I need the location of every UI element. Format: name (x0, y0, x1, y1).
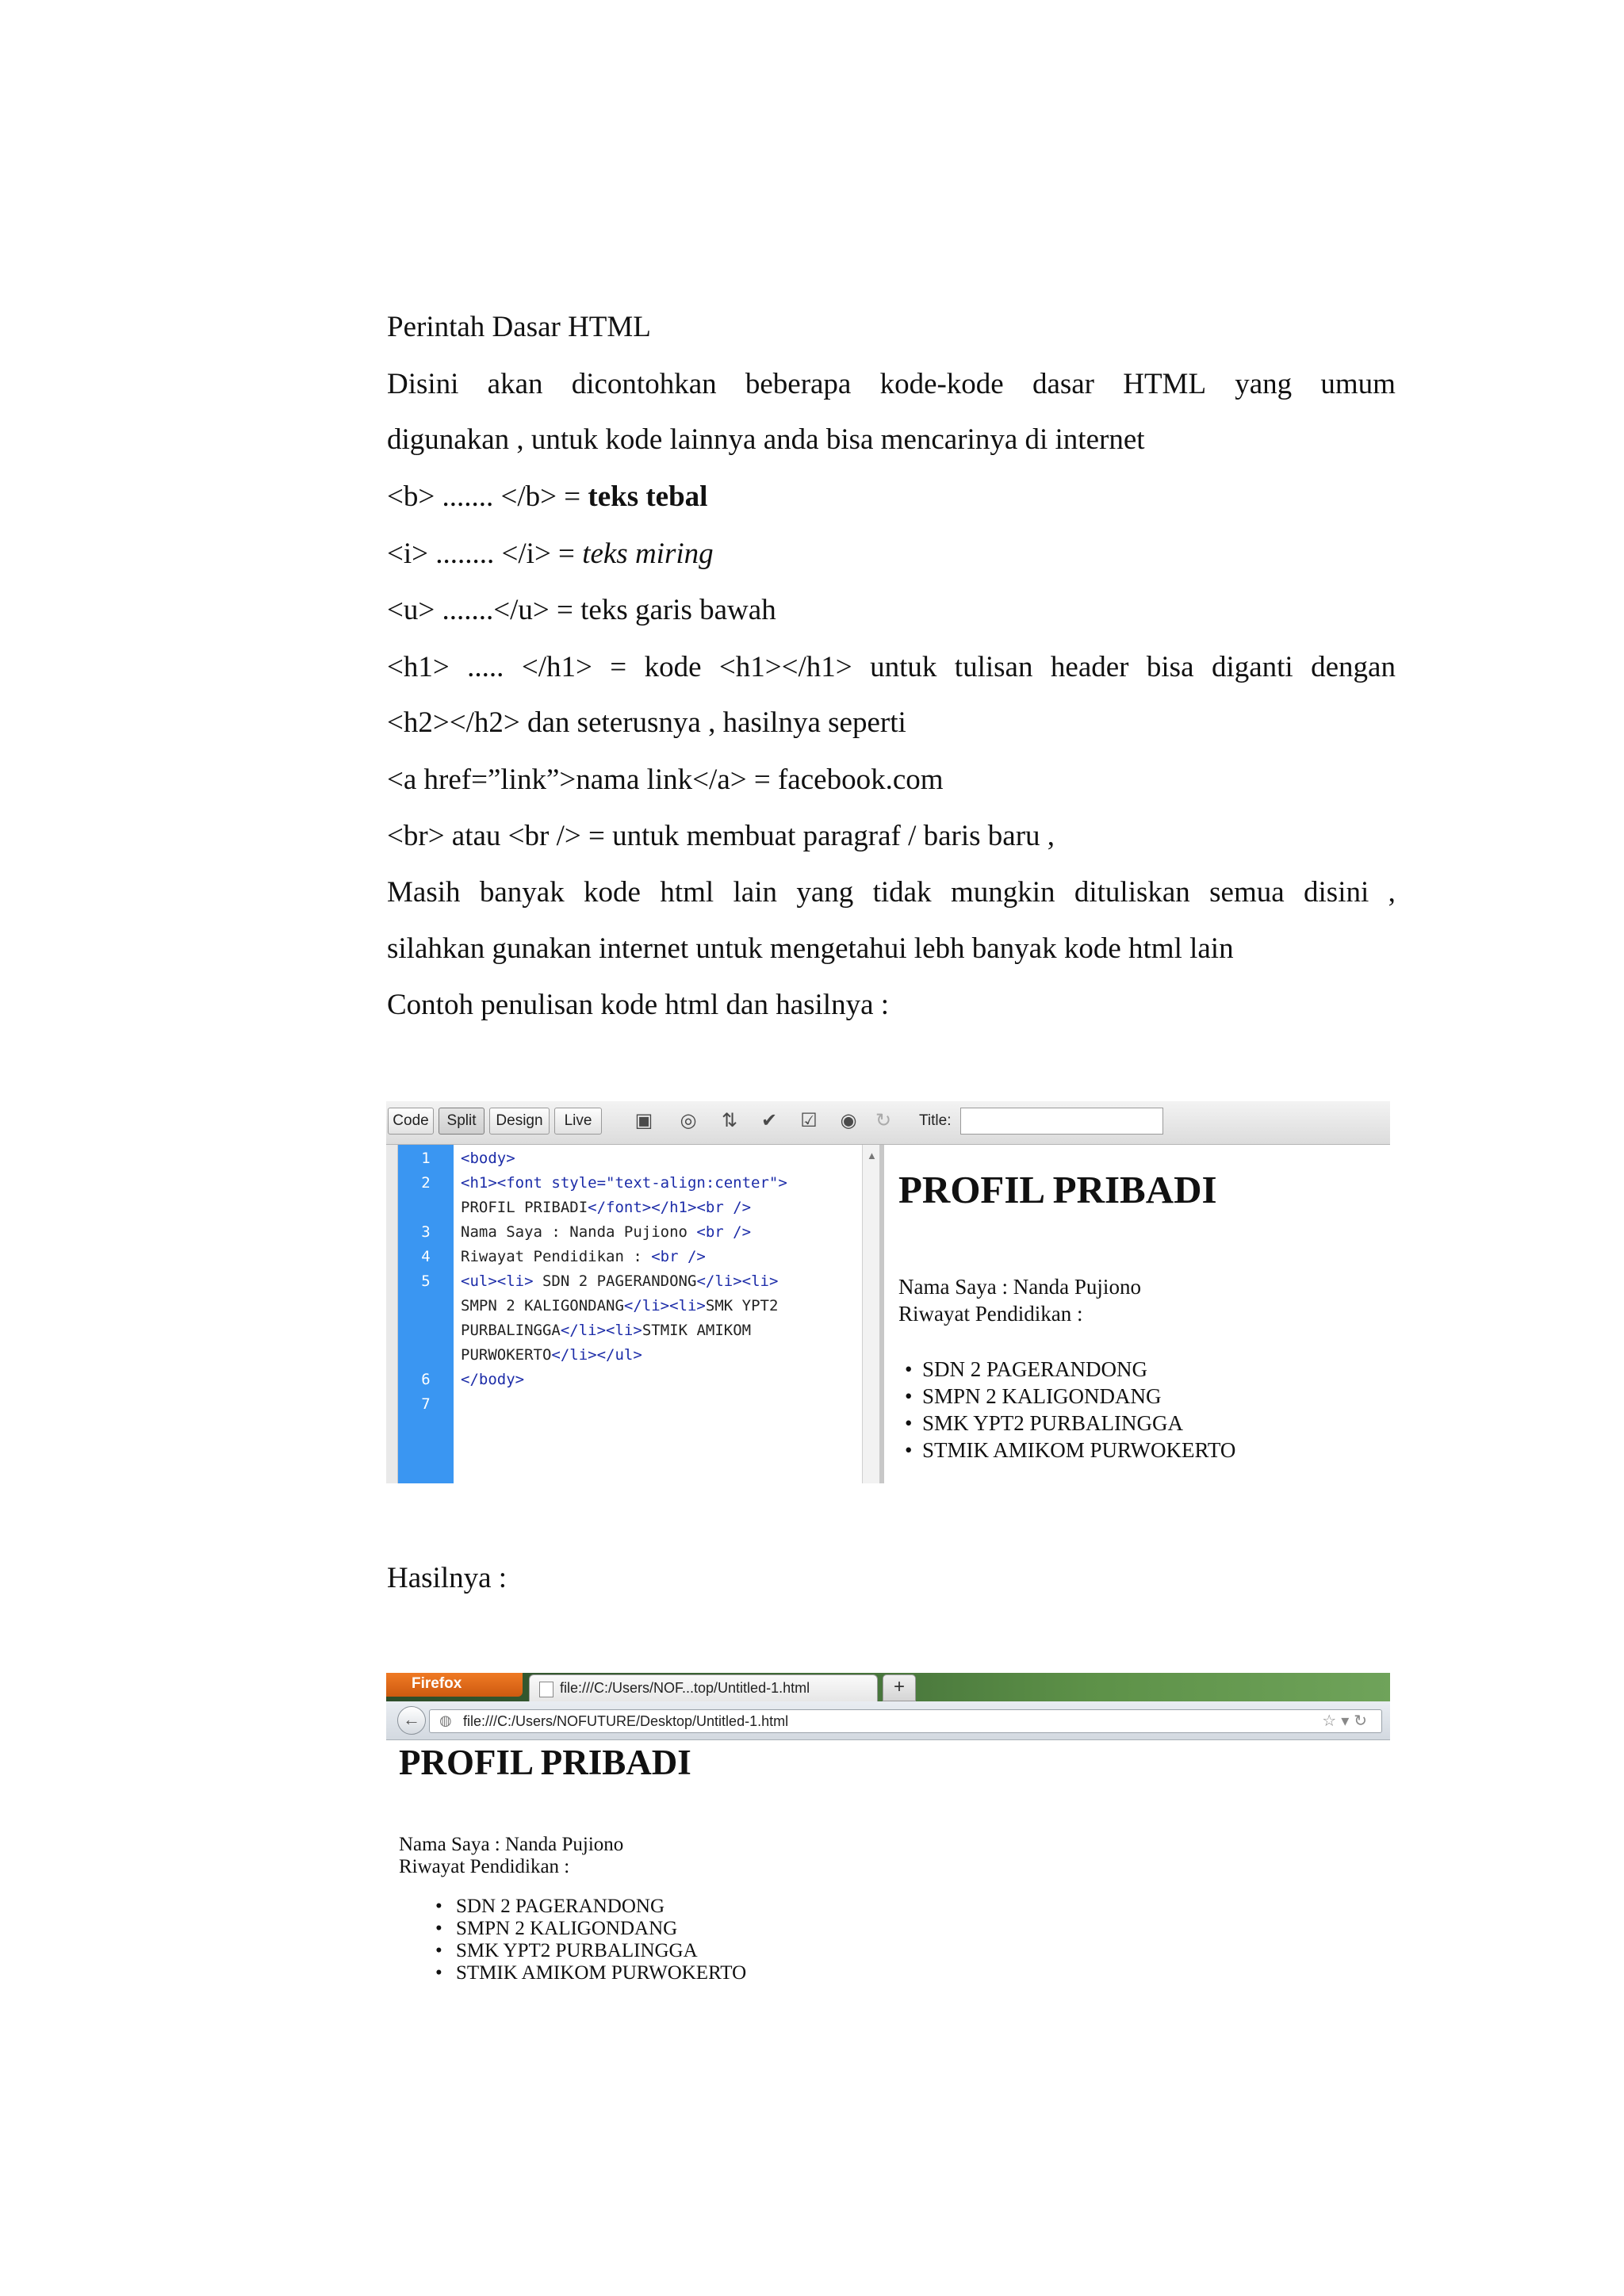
word: beberapa (745, 368, 852, 400)
word: tidak (872, 876, 932, 909)
word: kode-kode (879, 368, 1004, 400)
code-view-button[interactable]: Code (388, 1108, 434, 1135)
page-list-item: • SMK YPT2 PURBALINGGA (456, 1940, 698, 1962)
line-number: 5 (421, 1272, 431, 1290)
word: html (660, 876, 714, 909)
intro-paragraph-line-2: digunakan , untuk kode lainnya anda bisa mencarinya di internet (387, 423, 1145, 456)
preview-list-item: • SDN 2 PAGERANDONG (922, 1357, 1147, 1382)
line-number: 7 (421, 1395, 431, 1413)
code-line[interactable]: </body> (461, 1371, 525, 1388)
browser-preview-icon[interactable]: ◎ (680, 1110, 697, 1131)
word: Disini (387, 368, 459, 400)
code-line[interactable]: PURWOKERTO</li></ul> (461, 1346, 642, 1364)
word: semua (1209, 876, 1285, 909)
italic-result: teks miring (582, 538, 714, 570)
code-line[interactable]: Nama Saya : Nanda Pujiono <br /> (461, 1223, 752, 1241)
word: dasar (1032, 368, 1095, 400)
bookmark-star-icon[interactable]: ☆▾↻ (1322, 1712, 1372, 1730)
document-toolbar (386, 1101, 1390, 1145)
address-url: file:///C:/Users/NOFUTURE/Desktop/Untitled-1.html (463, 1713, 789, 1729)
word: umum (1320, 368, 1396, 400)
underline-tag-line: <u> .......</u> = teks garis bawah (387, 594, 776, 626)
word: akan (487, 368, 543, 400)
line-number: 1 (421, 1150, 431, 1167)
code-line[interactable]: <h1><font style="text-align:center"> (461, 1174, 787, 1192)
preview-list-item: • SMPN 2 KALIGONDANG (922, 1384, 1162, 1409)
line-number-gutter (398, 1145, 454, 1483)
preview-list-item: • STMIK AMIKOM PURWOKERTO (922, 1438, 1235, 1463)
line-number: 3 (421, 1223, 431, 1241)
word: diganti (1211, 651, 1293, 683)
navigation-bar (386, 1701, 1390, 1740)
refresh-icon[interactable]: ↻ (875, 1110, 892, 1131)
page-name-line: Nama Saya : Nanda Pujiono (399, 1834, 624, 1855)
word: banyak (479, 876, 565, 909)
address-bar[interactable] (429, 1709, 1382, 1733)
word: ..... (467, 651, 504, 683)
word: yang (1235, 368, 1293, 400)
tab-bar (386, 1673, 1390, 1701)
word: yang (796, 876, 854, 909)
multiscreen-icon[interactable]: ▣ (634, 1110, 653, 1131)
bold-result: teks tebal (588, 480, 708, 513)
page-list-item: • STMIK AMIKOM PURWOKERTO (456, 1962, 746, 1982)
preview-list-item: • SMK YPT2 PURBALINGGA (922, 1411, 1183, 1436)
word: kode (584, 876, 641, 909)
word: <h1></h1> (718, 651, 852, 683)
intro-paragraph-line-1 (387, 369, 1396, 399)
bold-code: <b> ....... </b> = (387, 480, 588, 513)
new-tab-button[interactable]: + (883, 1674, 916, 1701)
page-education-line: Riwayat Pendidikan : (399, 1856, 570, 1877)
design-preview-pane (884, 1145, 1390, 1483)
visual-aids-icon[interactable]: ◉ (840, 1110, 857, 1131)
code-line[interactable]: <body> (461, 1150, 515, 1167)
word: kode (644, 651, 702, 683)
word: <h1> (387, 651, 450, 683)
split-view-button[interactable]: Split (439, 1108, 485, 1135)
word: , (1388, 876, 1396, 909)
browser-tab[interactable] (529, 1674, 878, 1702)
back-arrow-icon[interactable]: ← (397, 1706, 426, 1735)
firefox-result-screenshot (386, 1673, 1390, 1982)
word: dengan (1311, 651, 1396, 683)
code-line[interactable]: PURBALINGGA</li><li>STMIK AMIKOM (461, 1322, 752, 1339)
header-tag-line-2: <h2></h2> dan seterusnya , hasilnya seperti (387, 706, 906, 739)
coding-toolbar-strip (386, 1145, 398, 1483)
word: bisa (1146, 651, 1194, 683)
word: </h1> (521, 651, 592, 683)
file-management-icon[interactable]: ⇅ (721, 1110, 738, 1131)
link-tag-line: <a href=”link”>nama link</a> = facebook.com (387, 763, 944, 796)
scroll-up-arrow-icon[interactable]: ▲ (867, 1150, 877, 1161)
header-tag-line-1 (387, 652, 1396, 682)
word: dicontohkan (571, 368, 717, 400)
title-label: Title: (919, 1112, 952, 1129)
word: = (610, 651, 627, 683)
page-list-item: • SDN 2 PAGERANDONG (456, 1896, 665, 1918)
line-number: 4 (421, 1248, 431, 1265)
word: Masih (387, 876, 461, 909)
br-tag-line: <br> atau <br /> = untuk membuat paragraf / baris baru , (387, 820, 1055, 852)
validate-markup-icon[interactable]: ☑ (800, 1110, 818, 1131)
preview-name-line: Nama Saya : Nanda Pujiono (898, 1275, 1141, 1299)
code-line[interactable]: PROFIL PRIBADI</font></h1><br /> (461, 1199, 752, 1216)
tab-title: file:///C:/Users/NOF...top/Untitled-1.html (560, 1680, 810, 1696)
preview-heading: PROFIL PRIBADI (898, 1168, 1217, 1211)
bold-tag-line (387, 482, 707, 511)
word: mungkin (950, 876, 1055, 909)
word: lain (733, 876, 777, 909)
word: tulisan (954, 651, 1033, 683)
code-pane[interactable] (386, 1145, 879, 1483)
title-input[interactable] (960, 1108, 1163, 1135)
more-paragraph-line-1 (387, 878, 1396, 907)
rendered-page (386, 1740, 1390, 1982)
globe-icon: ◍ (439, 1712, 452, 1728)
italic-tag-line (387, 539, 714, 568)
italic-code: <i> ........ </i> = (387, 538, 583, 570)
page-icon (539, 1682, 553, 1697)
dreamweaver-split-view-screenshot (386, 1101, 1390, 1483)
design-view-button[interactable]: Design (489, 1108, 550, 1135)
live-view-button[interactable]: Live (554, 1108, 602, 1135)
section-heading: Perintah Dasar HTML (387, 311, 651, 343)
word: header (1050, 651, 1129, 683)
line-number: 2 (421, 1174, 431, 1192)
word: untuk (870, 651, 937, 683)
word: disini (1304, 876, 1369, 909)
code-scrollbar[interactable] (862, 1145, 880, 1483)
code-line[interactable]: SMPN 2 KALIGONDANG</li><li>SMK YPT2 (461, 1297, 779, 1314)
line-number: 6 (421, 1371, 431, 1388)
code-line[interactable]: Riwayat Pendidikan : <br /> (461, 1248, 706, 1265)
preview-education-line: Riwayat Pendidikan : (898, 1302, 1083, 1326)
page-heading: PROFIL PRIBADI (399, 1743, 691, 1782)
more-paragraph-line-2: silahkan gunakan internet untuk mengetahui lebh banyak kode html lain (387, 932, 1234, 965)
result-caption: Hasilnya : (387, 1562, 508, 1594)
firefox-menu-button[interactable]: Firefox (386, 1673, 523, 1697)
word: HTML (1123, 368, 1207, 400)
page-list-item: • SMPN 2 KALIGONDANG (456, 1918, 677, 1940)
word: dituliskan (1074, 876, 1190, 909)
example-caption: Contoh penulisan kode html dan hasilnya : (387, 989, 890, 1021)
check-page-icon[interactable]: ✔ (760, 1110, 778, 1131)
code-line[interactable]: <ul><li> SDN 2 PAGERANDONG</li><li> (461, 1272, 779, 1290)
